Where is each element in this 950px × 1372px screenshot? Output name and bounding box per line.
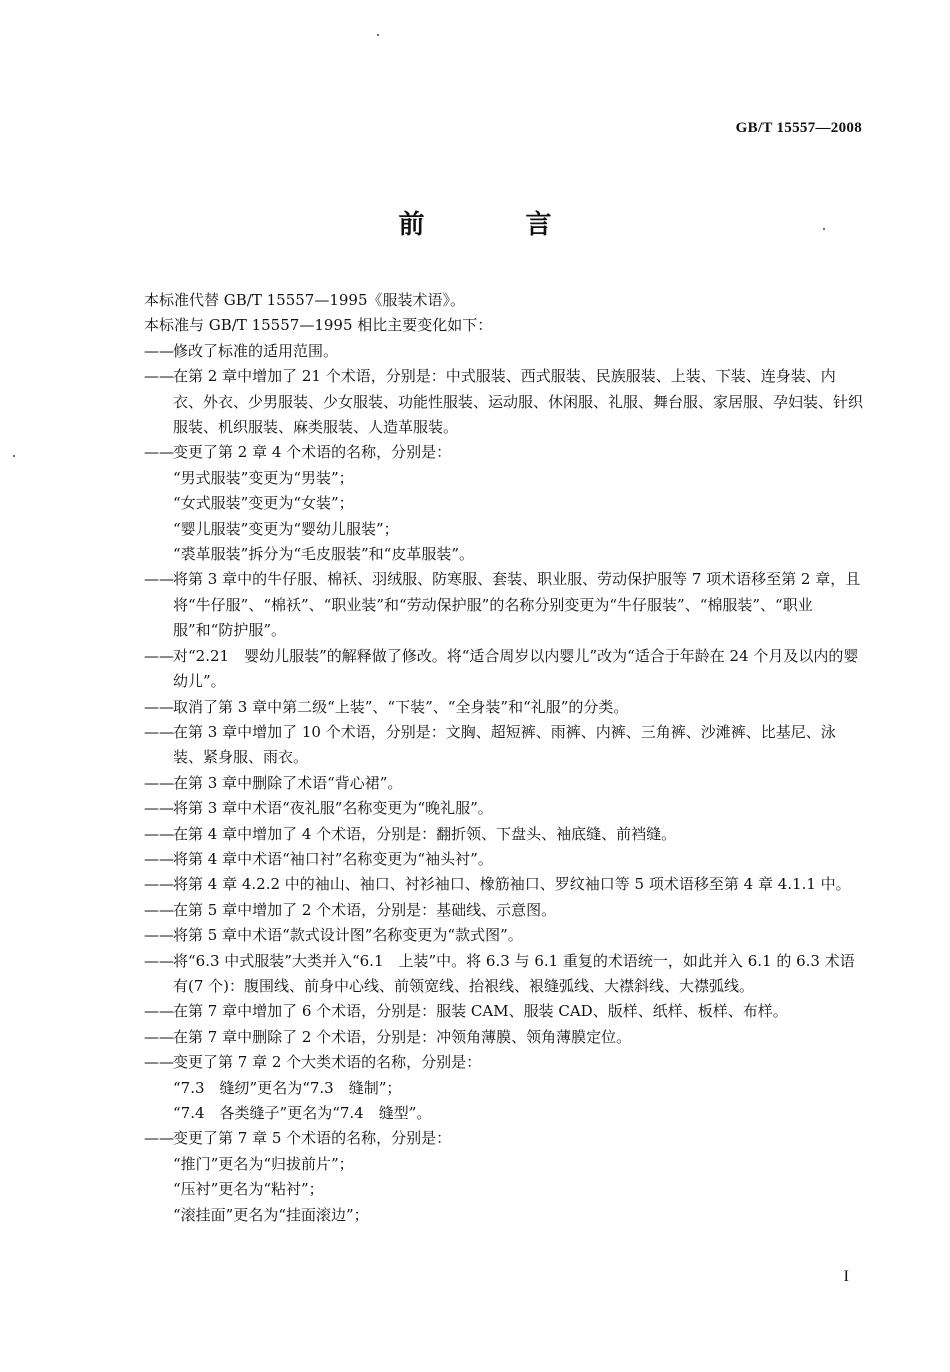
change-item-text: 在第 2 章中增加了 21 个术语，分别是：中式服装、西式服装、民族服装、上装、下装、连身装、内衣、外衣、少男服装、少女服装、功能性服装、运动服、休闲服、礼服、舞台服、家居服、孕妇装、针织服装、机织服装、麻类服装、人造革服装。 [173, 367, 864, 437]
em-dash-marker: —— [144, 646, 174, 665]
intro-paragraph: 本标准代替 GB/T 15557—1995《服装术语》。 [144, 291, 465, 309]
rename-entry: “滚挂面”更名为“挂面滚边”； [173, 1205, 369, 1224]
change-item [144, 898, 864, 923]
rename-entry: “7.3 缝纫”更名为“7.3 缝制”； [173, 1078, 402, 1097]
change-item-text: 将第 3 章中的牛仔服、棉袄、羽绒服、防寒服、套装、职业服、劳动保护服等 7 项术语移至第 2 章，且将“牛仔服”、“棉袄”、“职业装”和“劳动保护服”的名称分别变更为“牛仔服装”、“棉服装”、“职业服”和“防护服”。 [173, 570, 861, 640]
rename-entry: “男式服装”变更为“男装”； [173, 468, 354, 487]
change-item [144, 339, 864, 364]
change-item-text: 将第 5 章中术语“款式设计图”名称变更为“款式图”。 [173, 926, 523, 945]
change-item [144, 771, 864, 796]
change-item-text: 在第 5 章中增加了 2 个术语，分别是：基础线、示意图。 [173, 900, 557, 919]
scan-speck [13, 455, 15, 457]
change-item-text: 在第 3 章中删除了术语“背心裙”。 [173, 773, 403, 792]
change-item-text: 对“2.21 婴幼儿服装”的解释做了修改。将“适合周岁以内婴儿”改为“适合于年龄在 24 个月及以内的婴幼儿”。 [173, 646, 859, 691]
em-dash-marker: —— [144, 824, 174, 843]
change-item [144, 720, 864, 771]
em-dash-marker: —— [144, 570, 174, 589]
em-dash-marker: —— [144, 1002, 174, 1021]
change-item-text: 将“6.3 中式服装”大类并入“6.1 上装”中。将 6.3 与 6.1 重复的术语统一，如此并入 6.1 的 6.3 术语有(7 个)：腹围线、前身中心线、前领宽线、抬裉线、裉缝弧线、大襟斜线、大襟弧线。 [173, 951, 855, 995]
rename-entry: “7.4 各类缝子”更名为“7.4 缝型”。 [173, 1104, 432, 1122]
intro-paragraph: 本标准与 GB/T 15557—1995 相比主要变化如下： [144, 316, 493, 335]
em-dash-marker: —— [144, 773, 174, 792]
change-item [144, 1025, 864, 1050]
change-item-text: 变更了第 7 章 5 个术语的名称，分别是： [173, 1129, 452, 1148]
scan-speck [377, 34, 379, 36]
change-item [144, 923, 864, 948]
rename-entry: “压衬”更名为“粘衬”； [173, 1180, 324, 1199]
em-dash-marker: —— [144, 799, 174, 818]
change-item-text: 将第 4 章 4.2.2 中的袖山、袖口、衬衫袖口、橡筋袖口、罗纹袖口等 5 项术语移至第 4 章 4.1.1 中。 [173, 875, 851, 894]
em-dash-marker: —— [144, 849, 174, 868]
change-item [144, 872, 864, 897]
rename-entry: “女式服装”变更为“女装”； [173, 494, 354, 513]
change-item [144, 949, 864, 1000]
change-item-text: 将第 4 章中术语“袖口衬”名称变更为“袖头衬”。 [173, 849, 493, 868]
change-item [144, 644, 864, 695]
change-item [144, 999, 864, 1024]
change-list [144, 339, 864, 1228]
change-item-text: 修改了标准的适用范围。 [173, 341, 339, 360]
em-dash-marker: —— [144, 1027, 174, 1046]
change-item [144, 567, 864, 643]
change-item [144, 695, 864, 720]
em-dash-marker: —— [144, 443, 174, 462]
em-dash-marker: —— [144, 1129, 174, 1148]
change-item [144, 822, 864, 847]
change-item-text: 在第 3 章中增加了 10 个术语，分别是：文胸、超短裤、雨裤、内裤、三角裤、沙滩裤、比基尼、泳装、紧身服、雨衣。 [173, 722, 836, 767]
em-dash-marker: —— [144, 875, 174, 894]
rename-entry: “婴儿服装”变更为“婴幼儿服装”； [173, 519, 399, 538]
em-dash-marker: —— [144, 697, 174, 716]
em-dash-marker: —— [144, 367, 174, 386]
standard-code: GB/T 15557—2008 [735, 120, 862, 136]
change-item-text: 在第 7 章中增加了 6 个术语，分别是：服装 CAM、服装 CAD、版样、纸样、板样、布样。 [173, 1002, 788, 1021]
change-item [144, 796, 864, 821]
change-item [144, 1050, 864, 1075]
change-item-text: 取消了第 3 章中第二级“上装”、“下装”、“全身装”和“礼服”的分类。 [173, 697, 629, 716]
em-dash-marker: —— [144, 1053, 174, 1072]
change-item [144, 364, 864, 440]
page-number: I [843, 1268, 849, 1285]
change-item-text: 将第 3 章中术语“夜礼服”名称变更为“晚礼服”。 [173, 799, 493, 818]
rename-entry: “裘革服装”拆分为“毛皮服装”和“皮革服装”。 [173, 545, 475, 564]
em-dash-marker: —— [144, 951, 174, 970]
change-item [144, 847, 864, 872]
change-item-text: 变更了第 7 章 2 个大类术语的名称，分别是： [173, 1053, 482, 1072]
page-title: 前 言 [398, 210, 598, 240]
change-item-text: 变更了第 2 章 4 个术语的名称，分别是： [173, 443, 452, 462]
em-dash-marker: —— [144, 900, 174, 919]
em-dash-marker: —— [144, 341, 174, 360]
change-item-text: 在第 7 章中删除了 2 个术语，分别是：冲领角薄膜、领角薄膜定位。 [173, 1027, 632, 1046]
em-dash-marker: —— [144, 926, 174, 945]
rename-entry: “推门”更名为“归拔前片”； [173, 1154, 354, 1173]
change-item [144, 1126, 864, 1151]
em-dash-marker: —— [144, 722, 174, 741]
preface-body [144, 288, 864, 1228]
change-item-text: 在第 4 章中增加了 4 个术语，分别是：翻折领、下盘头、袖底缝、前裆缝。 [173, 824, 677, 843]
change-item [144, 440, 864, 465]
